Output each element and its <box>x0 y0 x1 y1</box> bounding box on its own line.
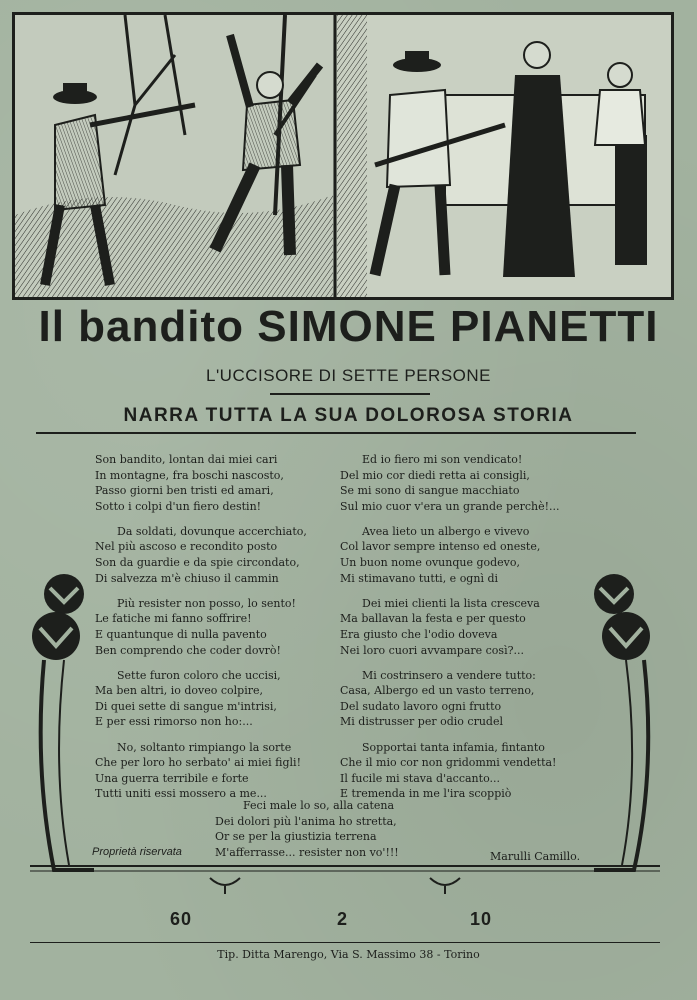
closing-stanza <box>215 798 475 860</box>
verse-line: Il fucile mi stava d'accanto... <box>340 771 500 785</box>
verse-line: Nei loro cuori avvampare così?... <box>340 643 524 657</box>
left-ornament <box>24 570 114 890</box>
poem-subtitle: L'UCCISORE DI SETTE PERSONE <box>205 366 492 385</box>
intro-divider <box>36 432 636 434</box>
verse-line: Sopportai tanta infamia, fintanto <box>362 740 545 754</box>
price-number: 10 <box>470 909 493 929</box>
verse-line: Mi distrusser per odio crudel <box>340 715 503 729</box>
verse-line: Sul mio cuor v'era un grande perchè!... <box>340 499 560 513</box>
verse-line: In montagne, fra boschi nascosto, <box>95 468 284 482</box>
right-column <box>340 452 580 811</box>
verse-line: Mi stimavano tutti, e ognì di <box>340 571 499 585</box>
verse-line: Ben comprendo che coder dovrò! <box>95 643 281 657</box>
verse-line: Sette furon coloro che uccisi, <box>117 668 281 682</box>
title-divider <box>270 393 430 395</box>
rights-notice: Proprietà riservata <box>92 846 182 858</box>
verse-line: Son bandito, lontan dai miei cari <box>95 453 278 466</box>
illustration-svg <box>15 15 671 297</box>
verse-line: Di salvezza m'è chiuso il cammin <box>95 571 279 585</box>
verse-line: Ed io fiero mi son vendicato! <box>362 453 523 466</box>
price-number: 60 <box>170 909 193 929</box>
stanza <box>340 452 580 514</box>
verse-line: Del sudato lavoro ogni frutto <box>340 699 502 713</box>
verse-line: Un buon nome ovunque godevo, <box>340 556 521 570</box>
verse-line: Che per loro ho serbato' ai miei figli! <box>95 756 301 770</box>
stanza <box>340 596 580 658</box>
verse-line: Col lavor sempre intenso ed oneste, <box>340 540 541 554</box>
verse-line: Ma ballavan la festa e per questo <box>340 612 526 626</box>
verse-line: Dei miei clienti la lista cresceva <box>362 596 540 610</box>
verse-line: E quantunque di nulla pavento <box>95 627 267 641</box>
bottom-frame-ornament <box>30 862 660 902</box>
verse-line: Mi costrinsero a vendere tutto: <box>362 668 536 682</box>
verse-line: Casa, Albergo ed un vasto terreno, <box>340 684 535 698</box>
verse-line: Dei dolori più l'anima ho stretta, <box>215 814 397 828</box>
verse-line: Passo giorni ben tristi ed amari, <box>95 484 274 498</box>
verse-line: Che il mio cor non gridommi vendetta! <box>340 756 557 770</box>
verse-line: E tremenda in me l'ira scoppiò <box>340 787 512 801</box>
verse-line: Del mio cor diedi retta ai consigli, <box>340 468 530 482</box>
verse-line: Più resister non posso, lo sento! <box>117 596 296 610</box>
footer-divider <box>30 942 660 943</box>
stanza <box>95 740 335 802</box>
poem-title: Il bandito SIMONE PIANETTI <box>38 302 659 351</box>
verse-line: E per essi rimorso non ho:... <box>95 715 253 729</box>
verse-line: M'afferrasse... resister non vo'!!! <box>215 845 399 859</box>
printer-imprint: Tip. Ditta Marengo, Via S. Massimo 38 - Torino <box>217 948 480 961</box>
stanza <box>95 668 335 730</box>
verse-line: Ma ben altri, io doveo colpire, <box>95 684 263 698</box>
woodcut-illustration <box>12 12 674 300</box>
stanza <box>95 596 335 658</box>
verse-line: Le fatiche mi fanno soffrire! <box>95 612 252 626</box>
author-signature: Marulli Camillo. <box>490 850 581 863</box>
price-number: 2 <box>337 909 349 929</box>
verse-line: Feci male lo so, alla catena <box>243 799 395 812</box>
verse-line: Avea lieto un albergo e vivevo <box>362 524 530 538</box>
verse-line: Da soldati, dovunque accerchiato, <box>117 524 307 538</box>
verse-line: Di quei sette di sangue m'intrisi, <box>95 699 277 713</box>
stanza <box>340 524 580 586</box>
stanza <box>340 740 580 802</box>
verse-line: Or se per la giustizia terrena <box>215 830 377 844</box>
stanza <box>340 668 580 730</box>
verse-line: Una guerra terribile e forte <box>95 771 249 785</box>
right-ornament <box>584 570 674 890</box>
verse-line: Tutti uniti essi mossero a me... <box>95 787 267 801</box>
verse-line: Se mi sono di sangue macchiato <box>340 484 520 498</box>
verse-line: Sotto i colpi d'un fiero destin! <box>95 499 262 513</box>
left-column <box>95 452 335 811</box>
verse-line: Son da guardie e da spie circondato, <box>95 556 300 570</box>
stanza <box>95 524 335 586</box>
intro-heading: NARRA TUTTA LA SUA DOLOROSA STORIA <box>123 405 574 426</box>
verse-line: Era giusto che l'odio doveva <box>340 627 498 641</box>
verse-line: Nel più ascoso e recondito posto <box>95 540 278 554</box>
stanza <box>95 452 335 514</box>
verse-line: No, soltanto rimpiango la sorte <box>117 740 292 754</box>
